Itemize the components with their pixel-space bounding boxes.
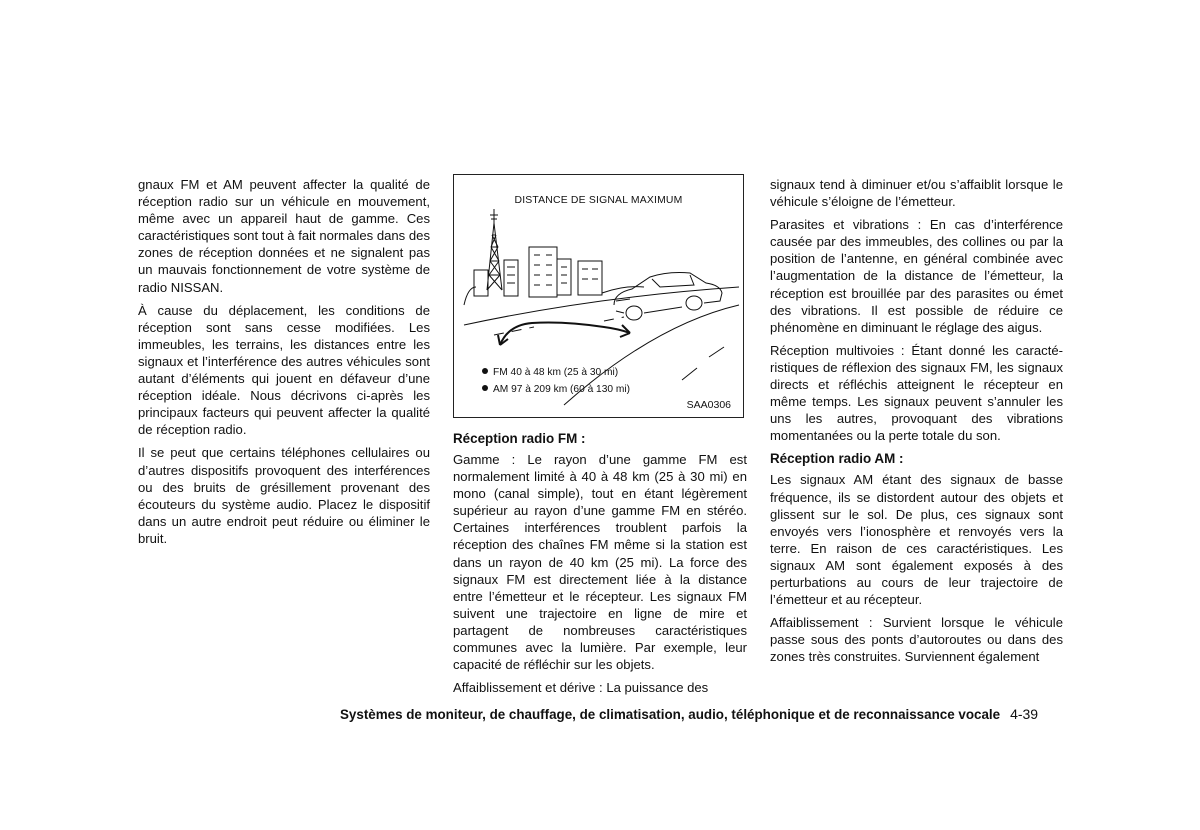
left-column	[138, 176, 430, 553]
paragraph: Les signaux AM étant des signaux de basse fréquence, ils se distordent autour des objets et glissent sur le sol. De plus, ces signaux sont envoyés vers l’ionosphère et renvoyés vers la terre. En raison de ces caractéristiques. Les signaux AM sont également exposés à des perturbations au cours de leur trajectoire de l’émetteur et au récepteur.	[770, 472, 1063, 608]
paragraph: Gamme : Le rayon d’une gamme FM est normalement limité à 40 à 48 km (25 à 30 mi) en mono (canal simple), tout en étant légèrement supérieur au rayon d’une gamme FM en stéréo. Certaines interférences troublent parfois la réception des chaînes FM même si la station est dans un rayon de 40 km (25 mi). La force des signaux FM est directement liée à la distance entre l’émetteur et le récepteur. Les signaux FM suivent une trajectoire en ligne de mire et partagent de nombreuses caractéristiques communes avec la lumière. Par exemple, leur capacité de réfléchir sur les objets.	[453, 452, 747, 673]
paragraph: gnaux FM et AM peuvent affecter la qualité de réception radio sur un véhicule en mouvement, même avec un appareil haut de gamme. Ces caractéristiques sont tout à fait normales dans des zones de réception données et ne signalent pas un mauvais fonctionnement de votre système de radio NISSAN.	[138, 177, 430, 295]
legend-item-fm	[482, 364, 630, 381]
legend-label: FM 40 à 48 km (25 à 30 mi)	[493, 367, 619, 378]
bullet-icon	[482, 368, 488, 374]
section-heading: Réception radio AM :	[770, 451, 904, 467]
figure-title: DISTANCE DE SIGNAL MAXIMUM	[514, 195, 683, 206]
signal-distance-figure	[453, 174, 744, 418]
paragraph: Il se peut que certains téléphones cellulaires ou d’autres dispositifs provoquent des interférences ou des bruits de grésillement provenant des écouteurs du système audio. Placez le dispositif dans un autre endroit peut réduire ou éliminer le bruit.	[138, 445, 430, 546]
figure-code: SAA0306	[686, 399, 731, 411]
paragraph: signaux tend à diminuer et/ou s’affaiblit lorsque le véhicule s’éloigne de l’émetteur.	[770, 177, 1063, 210]
page-footer	[340, 706, 1066, 722]
section-title: Systèmes de moniteur, de chauffage, de climatisation, audio, téléphonique et de reconnaissance vocale	[340, 707, 1001, 722]
section-heading: Réception radio FM :	[453, 431, 586, 446]
page-number: 4-39	[1010, 706, 1039, 722]
paragraph: Parasites et vibrations : En cas d’interférence causée par des immeubles, des collines ou par la position de l’antenne, en général combinée avec l’augmentation de la distance de l’émetteur, la réception est brouillée par des parasites ou émet des vibrations. Il est possible de réduire ce phénomène en diminuant le réglage des aigus.	[770, 217, 1063, 335]
bullet-icon	[482, 385, 488, 391]
paragraph: À cause du déplacement, les conditions de réception sont sans cesse modifiées. Les immeubles, les terrains, les distances entre les signaux et l’interférence des autres véhicules sont autant d’éléments qui jouent en défaveur d’une réception idéale. Nous décrivons ci-après les principaux facteurs qui peuvent affecter la qualité de réception radio.	[138, 302, 430, 438]
legend-label: AM 97 à 209 km (60 à 130 mi)	[493, 384, 631, 395]
figure-legend	[482, 364, 630, 398]
paragraph: Affaiblissement et dérive : La puissance des	[453, 680, 709, 696]
paragraph: Affaiblissement : Survient lorsque le véhicule passe sous des ponts d’autoroutes ou dans des zones très construites. Surviennent également	[770, 615, 1063, 665]
right-column	[770, 176, 1063, 671]
paragraph: Réception multivoies : Étant donné les caractéristiques de réflexion des signaux FM, les signaux directs et réfléchis atteignent le récepteur en même temps. Les signaux peuvent s’annuler les uns les autres, provoquant des vibrations momentanées ou la perte totale du son.	[770, 342, 1063, 444]
middle-column	[453, 430, 747, 702]
legend-item-am	[482, 381, 630, 398]
